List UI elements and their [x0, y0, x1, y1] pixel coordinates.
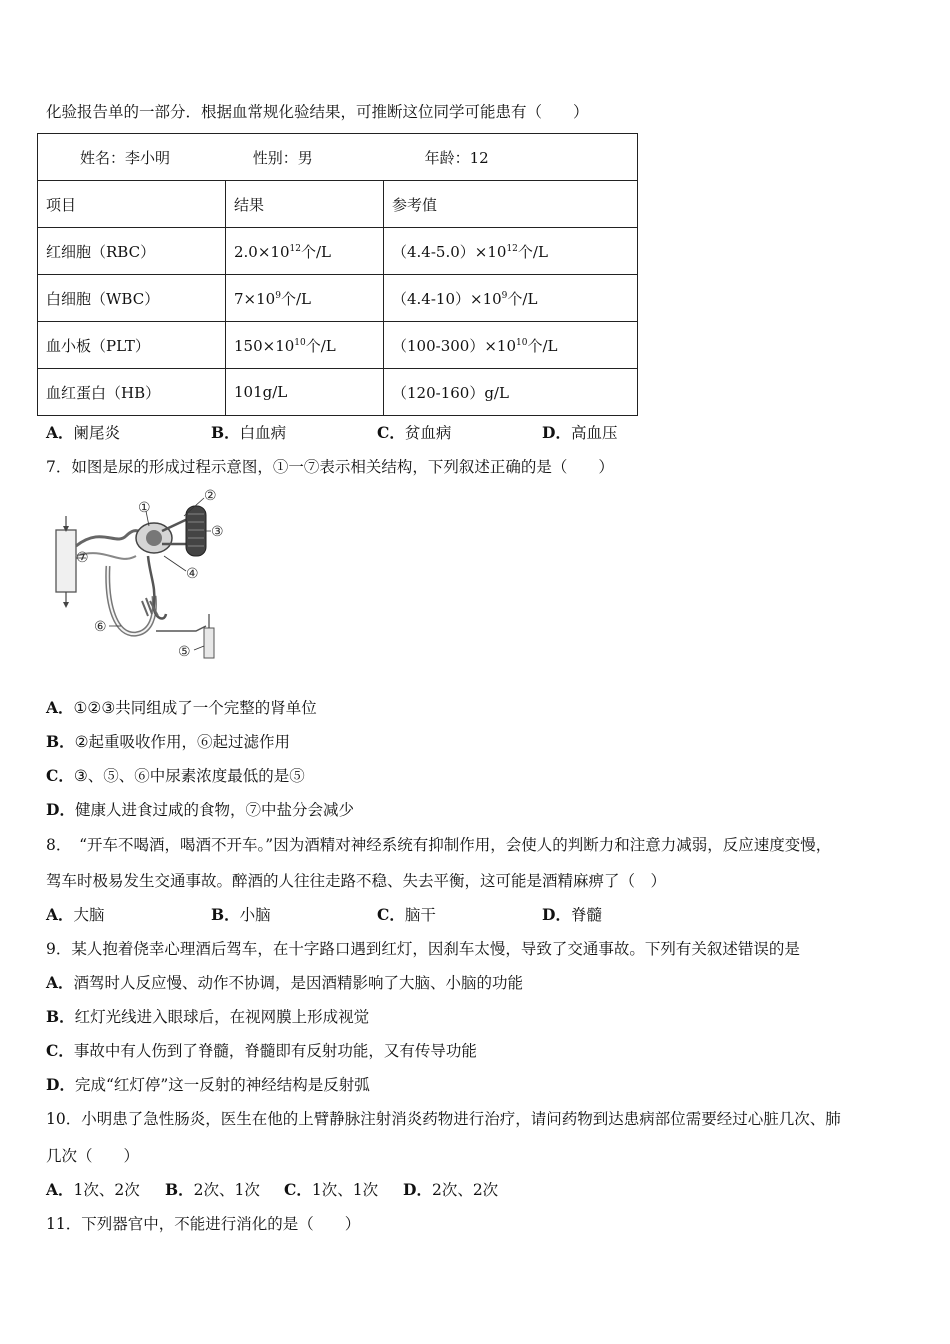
q10-option-a[interactable]: A．1次、2次 — [46, 1180, 140, 1199]
patient-age: 年龄：12 — [424, 148, 489, 167]
figure-mark-6: ⑥ — [94, 619, 107, 635]
q8-option-a[interactable]: A．大脑 — [46, 905, 105, 924]
q9-option-d[interactable]: D．完成“红灯停”这一反射的神经结构是反射弧 — [46, 1075, 370, 1094]
col-item: 项目 — [38, 181, 226, 228]
q7-option-b[interactable]: B．②起重吸收作用，⑥起过滤作用 — [46, 732, 291, 751]
nephron-diagram — [46, 486, 236, 668]
table-row — [38, 322, 638, 369]
q10-stem-line-1: 10．小明患了急性肠炎，医生在他的上臂静脉注射消炎药物进行治疗，请问药物到达患病部位需要经过心脏几次、肺 — [46, 1110, 841, 1128]
q9-option-c[interactable]: C．事故中有人伤到了脊髓，脊髓即有反射功能，又有传导功能 — [46, 1041, 477, 1060]
q7-stem: 7．如图是尿的形成过程示意图，①一⑦表示相关结构，下列叙述正确的是（ ） — [46, 458, 614, 476]
q7-option-a[interactable]: A．①②③共同组成了一个完整的肾单位 — [46, 698, 317, 717]
q8-option-b[interactable]: B．小脑 — [211, 905, 271, 924]
figure-mark-4: ④ — [186, 566, 199, 582]
q10-stem-line-2: 几次（ ） — [46, 1147, 140, 1165]
q7-option-c[interactable]: C．③、⑤、⑥中尿素浓度最低的是⑤ — [46, 766, 305, 785]
row-result: $7\times 10^9$个/L — [226, 275, 384, 322]
q11-stem: 11．下列器官中，不能进行消化的是（ ） — [46, 1215, 361, 1233]
table-column-row — [38, 181, 638, 228]
row-item: 红细胞（RBC） — [38, 228, 226, 275]
col-reference: 参考值 — [384, 181, 638, 228]
figure-mark-5: ⑤ — [178, 644, 191, 660]
q10-option-c[interactable]: C．1次、1次 — [284, 1180, 379, 1199]
q6-option-a[interactable]: A．阑尾炎 — [46, 423, 121, 442]
q8-stem-line-2: 驾车时极易发生交通事故。醉酒的人往往走路不稳、失去平衡，这可能是酒精麻痹了（ ） — [46, 872, 667, 890]
q9-option-b[interactable]: B．红灯光线进入眼球后，在视网膜上形成视觉 — [46, 1007, 370, 1026]
q8-stem-line-1: 8． “开车不喝酒，喝酒不开车。”因为酒精对神经系统有抑制作用，会使人的判断力和注意力减弱，反应速度变慢， — [46, 836, 832, 854]
row-item: 血小板（PLT） — [38, 322, 226, 369]
table-header-row — [38, 134, 638, 181]
col-result: 结果 — [226, 181, 384, 228]
table-row — [38, 228, 638, 275]
q9-option-a[interactable]: A．酒驾时人反应慢、动作不协调，是因酒精影响了大脑、小脑的功能 — [46, 973, 524, 992]
row-reference: $(100-300)\times 10^{10}$个/L — [384, 322, 638, 369]
q6-option-d[interactable]: D．高血压 — [542, 423, 618, 442]
row-result: $150\times 10^{10}$个/L — [226, 322, 384, 369]
row-reference: $(4.4-10)\times 10^9$个/L — [384, 275, 638, 322]
row-reference: （120-160）g/L — [384, 369, 638, 416]
q10-option-d[interactable]: D．2次、2次 — [403, 1180, 499, 1199]
blood-report-table — [37, 133, 638, 416]
figure-mark-3: ③ — [211, 524, 224, 540]
q9-stem: 9．某人抱着侥幸心理酒后驾车，在十字路口遇到红灯，因刹车太慢，导致了交通事故。下列有关叙述错误的是 — [46, 940, 800, 958]
figure-mark-1: ① — [138, 500, 151, 516]
row-result: 101g/L — [226, 369, 384, 416]
patient-name: 姓名：李小明 — [80, 148, 171, 167]
table-row — [38, 275, 638, 322]
q6-option-b[interactable]: B．白血病 — [211, 423, 287, 442]
q8-option-d[interactable]: D．脊髓 — [542, 905, 602, 924]
q7-option-d[interactable]: D．健康人进食过咸的食物，⑦中盐分会减少 — [46, 800, 354, 819]
figure-mark-2: ② — [204, 488, 217, 504]
table-row — [38, 369, 638, 416]
row-reference: $(4.4-5.0)\times 10^{12}$个/L — [384, 228, 638, 275]
q8-option-c[interactable]: C．脑干 — [377, 905, 436, 924]
q10-option-b[interactable]: B．2次、1次 — [165, 1180, 260, 1199]
figure-mark-7: ⑦ — [76, 550, 89, 566]
q6-stem-tail: 化验报告单的一部分．根据血常规化验结果，可推断这位同学可能患有（ ） — [46, 103, 589, 121]
row-item: 血红蛋白（HB） — [38, 369, 226, 416]
row-result: $2.0\times 10^{12}$个/L — [226, 228, 384, 275]
row-item: 白细胞（WBC） — [38, 275, 226, 322]
q6-option-c[interactable]: C．贫血病 — [377, 423, 452, 442]
patient-sex: 性别：男 — [252, 148, 313, 167]
